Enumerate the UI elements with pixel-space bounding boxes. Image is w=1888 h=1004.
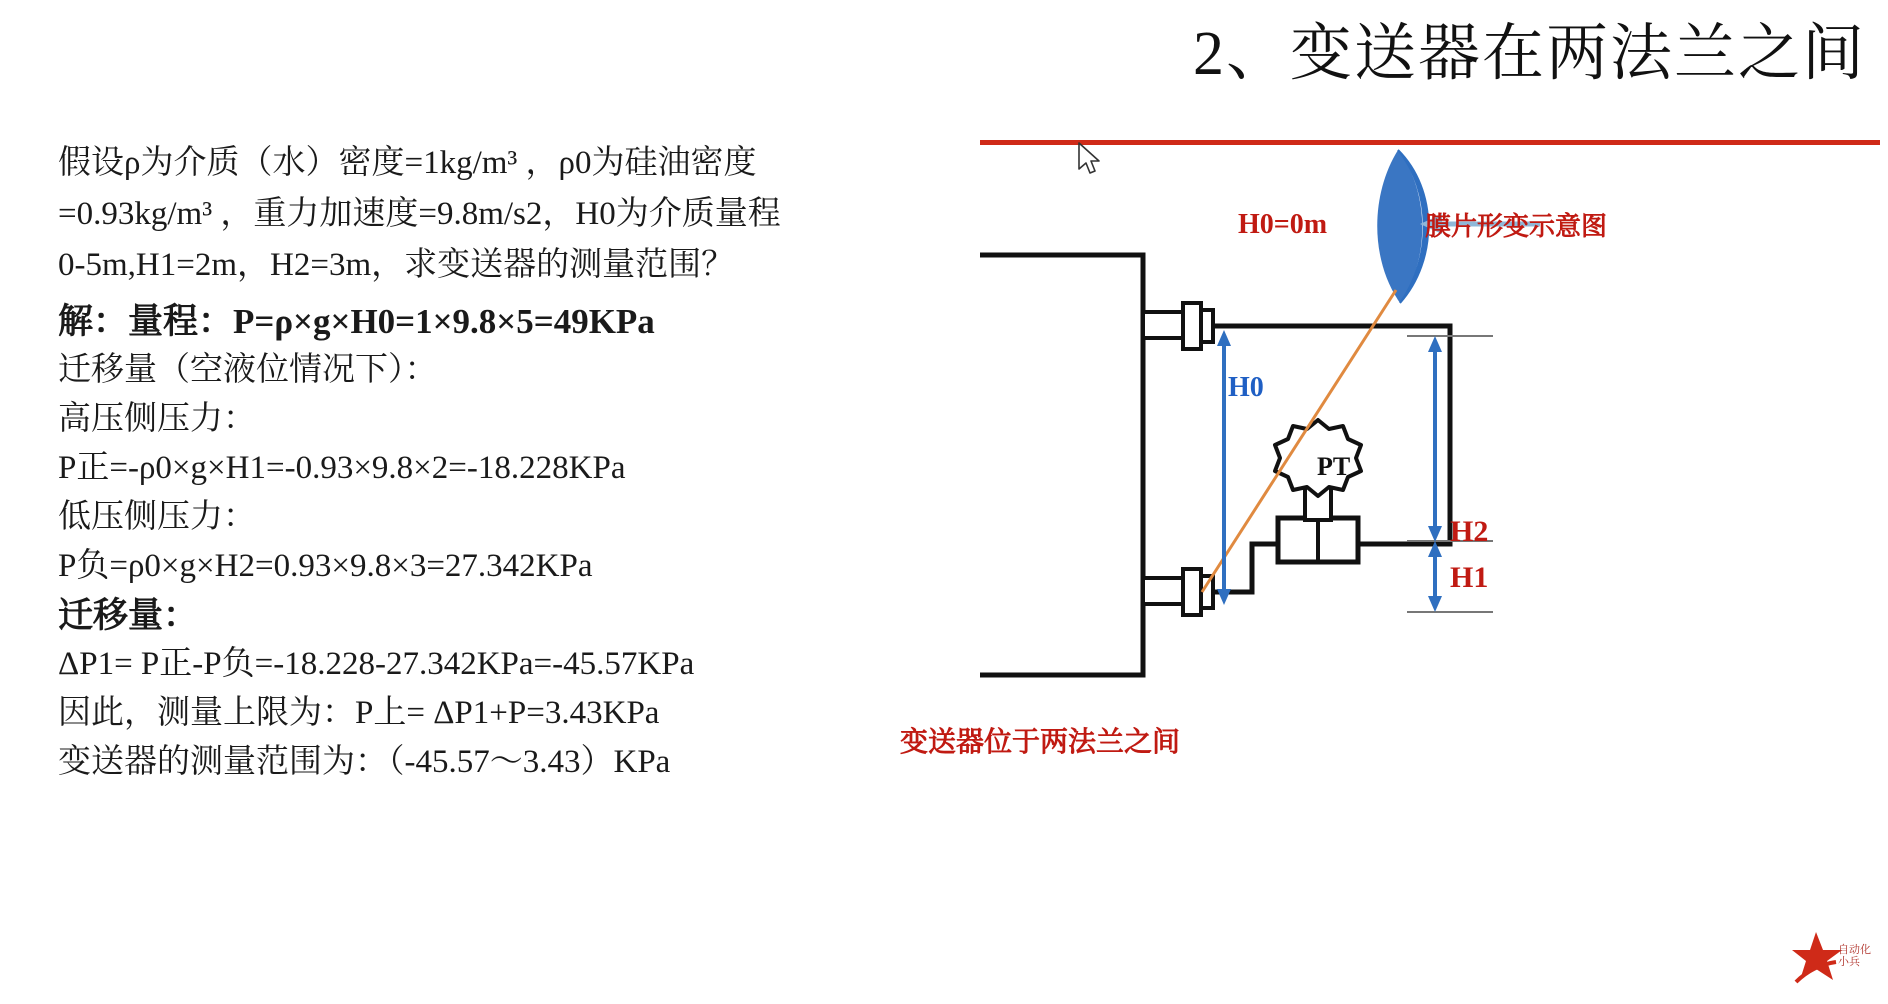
text-line: 高压侧压力： <box>58 401 256 437</box>
label-membrane-deformation: 膜片形变示意图 <box>1425 212 1608 241</box>
text-line-high-pressure: P正=-ρ0×g×H1=-0.93×9.8×2=-18.228KPa <box>58 450 626 486</box>
watermark-line2: 小兵 <box>1838 956 1860 968</box>
text-line-delta-p: ΔP1= P正-P负=-18.228-27.342KPa=-45.57KPa <box>58 646 695 682</box>
watermark-line1: 自动化 <box>1838 944 1871 956</box>
label-h0: H0 <box>1228 372 1264 403</box>
text-line-range: 解：量程：P=ρ×g×H0=1×9.8×5=49KPa <box>58 302 655 341</box>
watermark-text <box>1838 944 1871 968</box>
label-h2: H2 <box>1450 515 1489 548</box>
text-line-result-range: 变送器的测量范围为：（-45.57～3.43）KPa <box>58 744 671 780</box>
text-line: 假设ρ为介质（水）密度=1kg/m³ ，ρ0为硅油密度 <box>58 145 757 181</box>
label-h0-zero: H0=0m <box>1238 209 1328 240</box>
transmitter-diagram <box>900 140 1888 1004</box>
text-line: 迁移量（空液位情况下）： <box>58 352 438 388</box>
text-line: 低压侧压力： <box>58 499 256 535</box>
label-h1: H1 <box>1450 561 1489 594</box>
page-title: 2、变送器在两法兰之间 <box>1192 20 1866 88</box>
solution-text-block <box>58 138 978 787</box>
text-line-low-pressure: P负=ρ0×g×H2=0.93×9.8×3=27.342KPa <box>58 548 593 584</box>
text-line: 0-5m,H1=2m，H2=3m，求变送器的测量范围？ <box>58 247 735 283</box>
mouse-pointer-icon <box>1077 142 1103 178</box>
diagram-caption: 变送器位于两法兰之间 <box>900 727 1181 758</box>
text-line: =0.93kg/m³ ，重力加速度=9.8m/s2，H0为介质量程 <box>58 196 781 232</box>
text-line-migration-title: 迁移量： <box>58 596 199 635</box>
text-line-upper-limit: 因此，测量上限为：P上= ΔP1+P=3.43KPa <box>58 695 660 731</box>
label-pt-gauge: PT <box>1317 452 1351 481</box>
